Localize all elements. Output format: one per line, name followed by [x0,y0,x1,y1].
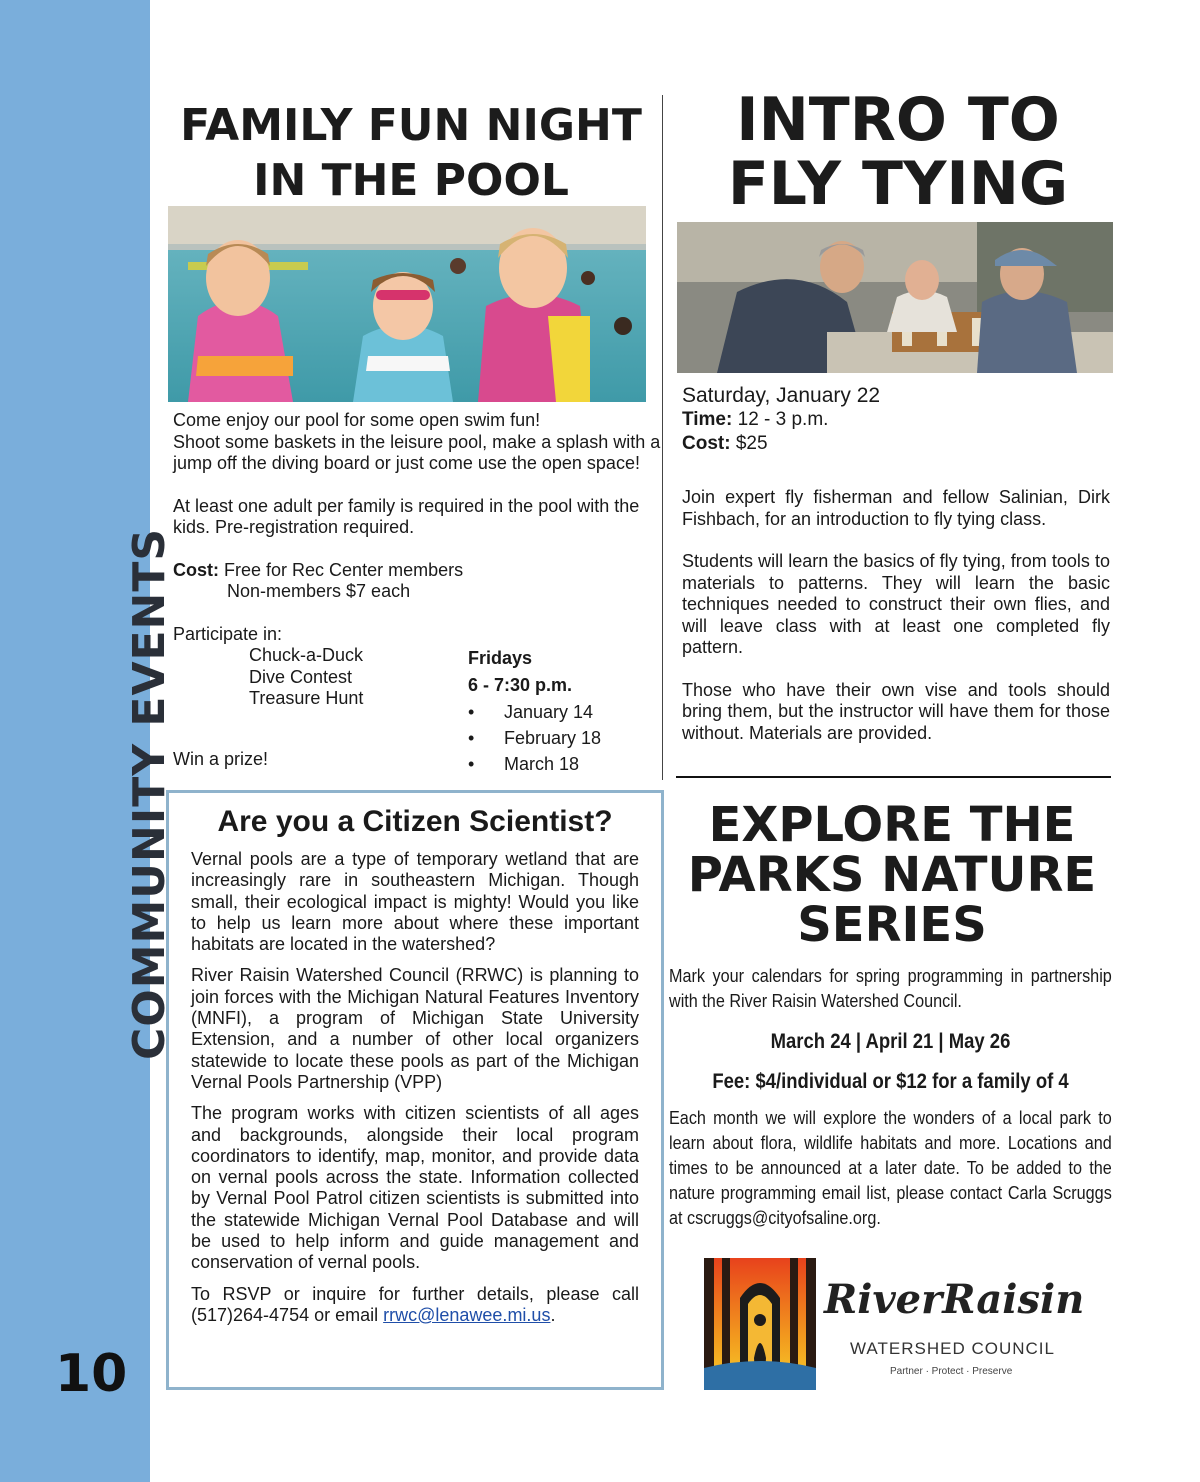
title-line: INTRO TO [736,85,1060,155]
date-item: • January 14 [468,699,658,725]
event-time [682,408,1110,432]
rsvp-end: . [550,1304,556,1325]
fly-paragraph: Join expert fly fisherman and fellow Salinian, Dirk Fishbach, for an introduction to fly tying class. [682,487,1110,529]
title-line: SERIES [797,897,987,953]
column-divider [662,95,663,780]
explore-intro: Mark your calendars for spring programming in partnership with the River Raisin Watershed Council. [669,966,1112,1011]
intro-line: Shoot some baskets in the leisure pool, make a splash with a jump off the diving board or just come use the open space! [173,431,661,473]
cost-paragraph [173,560,661,603]
title-line: FAMILY FUN NIGHT [180,100,642,151]
activity-item: Treasure Hunt [249,688,364,708]
intro-paragraph [173,410,661,475]
section-divider [676,776,1111,778]
explore-parks-body [669,964,1112,1231]
section-label: COMMUNITY EVENTS [124,527,175,1060]
time-value: 12 - 3 p.m. [737,409,829,430]
title-line: FLY TYING [727,149,1069,219]
event-cost [682,432,1110,456]
river-raisin-logo [704,1258,1084,1390]
title-line: EXPLORE THE [708,797,1076,853]
cost-value: $25 [735,433,768,454]
date-item: • February 18 [468,725,658,751]
activity-item: Dive Contest [249,666,353,687]
rrwc-email-link[interactable]: rrwc@lenawee.mi.us [383,1304,551,1325]
intro-line: Come enjoy our pool for some open swim fun! [173,410,541,430]
citizen-scientist-title: Are you a Citizen Scientist? [217,805,613,838]
logo-subtitle: WATERSHED COUNCIL [850,1339,1055,1358]
fly-paragraph: Students will learn the basics of fly tying, from tools to materials to patterns. They will learn the basic techniques needed to construct their own flies, and will leave class with at least one completed fly pattern. [682,551,1110,657]
logo-tagline: Partner · Protect · Preserve [890,1366,1013,1377]
explore-parks-title [672,797,1112,953]
time-label: Time: [682,409,733,430]
fly-tying-body [682,383,1110,744]
cs-paragraph: River Raisin Watershed Council (RRWC) is planning to join forces with the Michigan Natural Features Inventory (MNFI), a program of Michigan State University Extension, and a number of other local organizers statewide to locate these pools as part of the Michigan Vernal Pools Partnership (VPP) [191,965,639,1092]
cost-label: Cost: [173,559,219,580]
citizen-scientist-box [166,790,664,1390]
explore-dates: March 24 | April 21 | May 26 [770,1030,1011,1053]
fly-paragraph: Those who have their own vise and tools should bring them, but the instructor will have them for those without. Materials are provided. [682,679,1110,743]
rsvp-paragraph [191,1284,639,1327]
cost-label: Cost: [682,433,731,454]
page-number: 10 [55,1344,128,1404]
title-line: IN THE POOL [253,155,569,206]
logo-emblem-icon [704,1258,816,1390]
schedule-time: 6 - 7:30 p.m. [468,675,573,695]
explore-fee: Fee: $4/individual or $12 for a family of 4 [712,1070,1069,1093]
win-prize-text: Win a prize! [173,749,269,769]
fly-tying-title [678,85,1118,219]
logo-name: RiverRaisin [824,1276,1085,1323]
participate-label: Participate in: [173,623,283,644]
cs-paragraph: Vernal pools are a type of temporary wetland that are increasingly rare in southeastern Michigan. Though small, their ecological impact is mighty! Would you like to help us learn more about where these important habitats are located in the watershed? [191,849,639,955]
requirement-paragraph: At least one adult per family is required in the pool with the kids. Pre-registration required. [173,495,640,537]
schedule-block [468,645,658,777]
schedule-day: Fridays [468,648,533,668]
fly-tying-photo [677,222,1113,373]
cs-paragraph: The program works with citizen scientists of all ages and backgrounds, alongside their local program coordinators to identify, map, monitor, and provide data on vernal pools across the state. Information collected by Vernal Pool Patrol citizen scientists is submitted into the statewide Michigan Vernal Pool Database and will be used to help inform and guide management and conservation of vernal pools. [191,1103,639,1273]
family-fun-night-title [165,98,657,208]
date-item: • March 18 [468,751,658,777]
sidebar [0,0,175,1482]
cost-members: Free for Rec Center members [224,559,464,580]
date-list [468,699,658,777]
explore-details: Each month we will explore the wonders of a local park to learn about flora, wildlife habitats and more. Locations and times to be announced at a later date. To be added to the nature programming email list, please contact Carla Scruggs at cscruggs@cityofsaline.org. [669,1108,1112,1228]
event-date: Saturday, January 22 [682,384,881,407]
pool-photo [168,206,646,402]
cost-nonmembers: Non-members $7 each [227,581,411,601]
activity-item: Chuck-a-Duck [249,645,364,665]
rsvp-text: To RSVP or inquire for further details, please call (517)264-4754 or email [191,1283,639,1325]
title-line: PARKS NATURE [687,847,1097,903]
